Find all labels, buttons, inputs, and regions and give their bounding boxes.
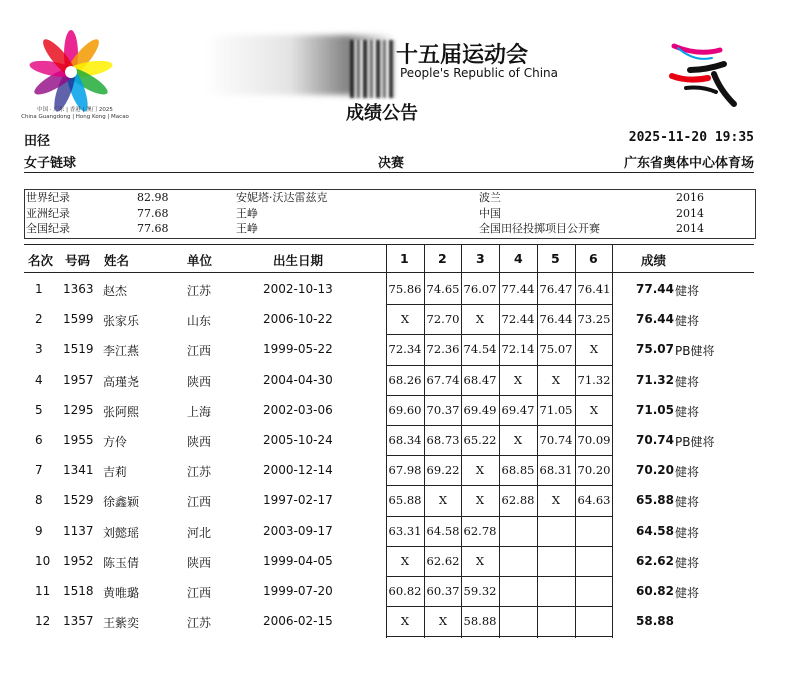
- record-holder: 王峥: [236, 206, 258, 220]
- blurred-header-bars: [350, 40, 396, 98]
- qualification-note: PB健将: [675, 344, 715, 359]
- sport-label: 田径: [24, 134, 51, 149]
- dob-cell: 2006-02-15: [263, 614, 333, 629]
- result-cell: 70.20: [636, 463, 674, 478]
- dob-cell: 2002-10-13: [263, 282, 333, 296]
- bib-cell: 1599: [63, 312, 94, 327]
- unit-cell: 江西: [187, 495, 212, 510]
- attempt-6-cell: X: [589, 402, 599, 417]
- dob-cell: 1999-04-05: [263, 553, 333, 568]
- table-row: [24, 455, 754, 485]
- athlete-name: 王紫奕: [103, 616, 140, 631]
- attempt-3-cell: X: [475, 493, 485, 508]
- qualification-note: 健将: [675, 284, 700, 298]
- unit-cell: 陕西: [187, 435, 212, 449]
- attempt-5-cell: 71.05: [539, 402, 573, 417]
- result-cell: 62.62: [636, 553, 674, 568]
- attempt-2-cell: 64.58: [426, 523, 460, 538]
- attempt-2-cell: X: [438, 614, 448, 629]
- result-cell: 64.58: [636, 523, 674, 538]
- record-type: 世界纪录: [26, 191, 70, 204]
- table-row: [24, 274, 754, 304]
- col-attempt1-header: 1: [400, 251, 409, 266]
- attempt-2-cell: 69.22: [426, 463, 460, 478]
- record-holder: 安妮塔·沃达雷兹克: [236, 191, 328, 204]
- athlete-name: 赵杰: [103, 284, 128, 298]
- result-cell: 75.07: [636, 342, 674, 357]
- attempt-1-cell: 68.26: [388, 372, 422, 387]
- athlete-name: 张家乐: [103, 314, 140, 329]
- record-holder: 王峥: [236, 222, 258, 235]
- dob-cell: 2006-10-22: [263, 312, 333, 327]
- result-cell: 65.88: [636, 493, 674, 508]
- attempt-1-cell: 75.86: [388, 282, 422, 296]
- attempt-4-cell: X: [513, 433, 523, 447]
- record-place: 波兰: [479, 191, 501, 204]
- attempt-1-cell: 67.98: [388, 463, 422, 478]
- attempt-3-cell: X: [475, 312, 485, 327]
- unit-cell: 陕西: [187, 555, 212, 570]
- attempt-4-cell: 69.47: [501, 402, 535, 417]
- attempt-5-cell: 75.07: [539, 342, 573, 357]
- attempt-5-cell: X: [551, 493, 561, 508]
- event-datetime: 2025-11-20 19:35: [628, 130, 754, 145]
- dob-cell: 2004-04-30: [263, 372, 333, 387]
- attempt-1-cell: X: [400, 553, 410, 568]
- bib-cell: 1519: [63, 342, 94, 357]
- attempt-1-cell: 69.60: [388, 402, 422, 417]
- qualification-note: 健将: [675, 525, 700, 540]
- attempt-5-cell: 76.47: [539, 282, 573, 296]
- games-title-en: People's Republic of China: [400, 66, 558, 80]
- table-row: [24, 304, 754, 334]
- logo-caption-line2: China Guangdong | Hong Kong | Macao: [21, 114, 129, 120]
- attempt-3-cell: X: [475, 463, 485, 478]
- games-title: 十五届运动会: [396, 43, 529, 68]
- attempt-3-cell: 69.49: [463, 402, 497, 417]
- attempt-4-cell: 72.14: [501, 342, 535, 357]
- attempt-6-cell: 71.32: [577, 372, 611, 387]
- rank-cell: 3: [35, 342, 43, 357]
- attempt-4-cell: 68.85: [501, 463, 535, 478]
- table-row: [24, 365, 754, 395]
- result-cell: 71.05: [636, 402, 674, 417]
- record-year: 2014: [676, 222, 704, 235]
- venue-label: 广东省奥体中心体育场: [623, 156, 754, 171]
- rank-cell: 6: [35, 433, 43, 447]
- dob-cell: 1999-05-22: [263, 342, 333, 357]
- athlete-name: 吉莉: [103, 465, 128, 480]
- table-row: [24, 576, 754, 606]
- athlete-name: 刘懿瑶: [103, 525, 140, 540]
- col-dob-header: 出生日期: [273, 253, 324, 268]
- record-row: [25, 221, 755, 236]
- qualification-note: 健将: [675, 465, 700, 480]
- qualification-note: 健将: [675, 404, 700, 419]
- col-attempt2-header: 2: [438, 251, 447, 266]
- dob-cell: 2000-12-14: [263, 463, 333, 478]
- col-name-header: 姓名: [104, 253, 130, 268]
- attempt-1-cell: 72.34: [388, 342, 422, 357]
- rank-cell: 5: [35, 402, 43, 417]
- rank-cell: 1: [35, 282, 43, 296]
- record-year: 2014: [676, 206, 704, 220]
- record-type: 亚洲纪录: [26, 206, 70, 220]
- attempt-2-cell: 67.74: [426, 372, 460, 387]
- unit-cell: 江苏: [187, 616, 212, 631]
- attempt-6-cell: 70.09: [577, 433, 611, 447]
- table-row: [24, 606, 754, 636]
- athlete-name: 黄唯璐: [103, 586, 140, 600]
- col-bib-header: 号码: [65, 253, 91, 268]
- table-top-border: [24, 244, 754, 245]
- attempt-2-cell: X: [438, 493, 448, 508]
- table-row: [24, 485, 754, 515]
- games-emblem: [668, 40, 740, 110]
- athlete-name: 高瑾尧: [103, 374, 140, 389]
- bib-cell: 1529: [63, 493, 94, 508]
- games-logo: [28, 28, 114, 116]
- rank-cell: 7: [35, 463, 43, 478]
- unit-cell: 河北: [187, 525, 212, 540]
- event-info-row: [24, 130, 754, 148]
- rank-cell: 9: [35, 523, 43, 538]
- unit-cell: 江苏: [187, 284, 212, 298]
- result-cell: 70.74: [636, 433, 674, 447]
- bib-cell: 1955: [63, 433, 94, 447]
- grid-hline: [386, 636, 612, 637]
- dob-cell: 2003-09-17: [263, 523, 333, 538]
- attempt-5-cell: 76.44: [539, 312, 573, 327]
- athlete-name: 陈玉倩: [103, 555, 140, 570]
- athlete-name: 张阿熙: [103, 404, 140, 419]
- attempt-2-cell: 70.37: [426, 402, 460, 417]
- attempt-1-cell: 63.31: [388, 523, 422, 538]
- discipline-label: 女子链球: [24, 156, 77, 171]
- record-mark: 82.98: [137, 191, 169, 204]
- attempt-1-cell: 60.82: [388, 584, 422, 598]
- col-result-header: 成绩: [641, 253, 667, 268]
- attempt-2-cell: 72.70: [426, 312, 460, 327]
- results-header: [24, 246, 754, 272]
- dob-cell: 1997-02-17: [263, 493, 333, 508]
- attempt-1-cell: X: [400, 312, 410, 327]
- attempt-2-cell: 72.36: [426, 342, 460, 357]
- col-attempt4-header: 4: [514, 251, 523, 266]
- record-year: 2016: [676, 191, 704, 204]
- col-attempt6-header: 6: [589, 251, 598, 266]
- bib-cell: 1357: [63, 614, 94, 629]
- attempt-5-cell: X: [551, 372, 561, 387]
- qualification-note: 健将: [675, 374, 700, 389]
- col-attempt5-header: 5: [551, 251, 560, 266]
- records-box: [24, 189, 756, 239]
- col-unit-header: 单位: [187, 253, 213, 268]
- page-title: 成绩公告: [346, 103, 418, 124]
- attempt-3-cell: 62.78: [463, 523, 497, 538]
- attempt-4-cell: 62.88: [501, 493, 535, 508]
- table-row: [24, 395, 754, 425]
- unit-cell: 江西: [187, 586, 212, 600]
- rank-cell: 8: [35, 493, 43, 508]
- bib-cell: 1341: [63, 463, 94, 478]
- qualification-note: 健将: [675, 314, 700, 329]
- attempt-5-cell: 70.74: [539, 433, 573, 447]
- dob-cell: 2005-10-24: [263, 433, 333, 447]
- dob-cell: 2002-03-06: [263, 402, 333, 417]
- table-row: [24, 425, 754, 455]
- attempt-1-cell: 68.34: [388, 433, 422, 447]
- dob-cell: 1999-07-20: [263, 584, 333, 598]
- attempt-3-cell: 68.47: [463, 372, 497, 387]
- bib-cell: 1295: [63, 402, 94, 417]
- record-place: 全国田径投掷项目公开赛: [479, 222, 600, 235]
- logo-caption: [20, 107, 130, 121]
- attempt-3-cell: 76.07: [463, 282, 497, 296]
- attempt-3-cell: 59.32: [463, 584, 497, 598]
- attempt-6-cell: 76.41: [577, 282, 611, 296]
- attempt-1-cell: X: [400, 614, 410, 629]
- bib-cell: 1952: [63, 553, 94, 568]
- grid-hline: [386, 272, 612, 273]
- unit-cell: 陕西: [187, 374, 212, 389]
- attempt-6-cell: X: [589, 342, 599, 357]
- table-row: [24, 546, 754, 576]
- result-cell: 77.44: [636, 282, 674, 296]
- unit-cell: 山东: [187, 314, 212, 329]
- table-row: [24, 334, 754, 364]
- athlete-name: 徐鑫颖: [103, 495, 140, 510]
- attempt-1-cell: 65.88: [388, 493, 422, 508]
- col-attempt3-header: 3: [476, 251, 485, 266]
- qualification-note: PB健将: [675, 435, 715, 449]
- attempt-3-cell: X: [475, 553, 485, 568]
- attempt-3-cell: 58.88: [463, 614, 497, 629]
- unit-cell: 江苏: [187, 465, 212, 480]
- record-row: [25, 206, 755, 221]
- attempt-6-cell: 64.63: [577, 493, 611, 508]
- record-mark: 77.68: [137, 222, 169, 235]
- athlete-name: 方伶: [103, 435, 128, 449]
- attempt-2-cell: 60.37: [426, 584, 460, 598]
- result-cell: 60.82: [636, 584, 674, 598]
- rank-cell: 2: [35, 312, 43, 327]
- attempt-3-cell: 65.22: [463, 433, 497, 447]
- unit-cell: 江西: [187, 344, 212, 359]
- col-rank-header: 名次: [28, 253, 54, 268]
- unit-cell: 上海: [187, 404, 212, 419]
- qualification-note: 健将: [675, 586, 700, 600]
- logo-caption-line1: 中国 · 广东 | 香港 | 澳门 2025: [37, 107, 113, 113]
- bib-cell: 1137: [63, 523, 94, 538]
- qualification-note: 健将: [675, 495, 700, 510]
- athlete-name: 李江燕: [103, 344, 140, 359]
- rank-cell: 10: [35, 553, 51, 568]
- record-place: 中国: [479, 206, 501, 220]
- table-row: [24, 516, 754, 546]
- record-mark: 77.68: [137, 206, 169, 220]
- rank-cell: 12: [35, 614, 51, 629]
- attempt-6-cell: 73.25: [577, 312, 611, 327]
- attempt-2-cell: 74.65: [426, 282, 460, 296]
- event-detail-row: [24, 152, 754, 173]
- attempt-4-cell: 72.44: [501, 312, 535, 327]
- attempt-4-cell: 77.44: [501, 282, 535, 296]
- bib-cell: 1363: [63, 282, 94, 296]
- result-cell: 58.88: [636, 614, 674, 629]
- record-row: [25, 190, 755, 205]
- attempt-6-cell: 70.20: [577, 463, 611, 478]
- attempt-2-cell: 62.62: [426, 553, 460, 568]
- qualification-note: 健将: [675, 555, 700, 570]
- bib-cell: 1518: [63, 584, 94, 598]
- rank-cell: 11: [35, 584, 51, 598]
- rank-cell: 4: [35, 372, 43, 387]
- result-cell: 71.32: [636, 372, 674, 387]
- attempt-4-cell: X: [513, 372, 523, 387]
- attempt-5-cell: 68.31: [539, 463, 573, 478]
- result-cell: 76.44: [636, 312, 674, 327]
- attempt-3-cell: 74.54: [463, 342, 497, 357]
- record-type: 全国纪录: [26, 222, 70, 235]
- round-label: 决赛: [378, 156, 405, 171]
- bib-cell: 1957: [63, 372, 94, 387]
- attempt-2-cell: 68.73: [426, 433, 460, 447]
